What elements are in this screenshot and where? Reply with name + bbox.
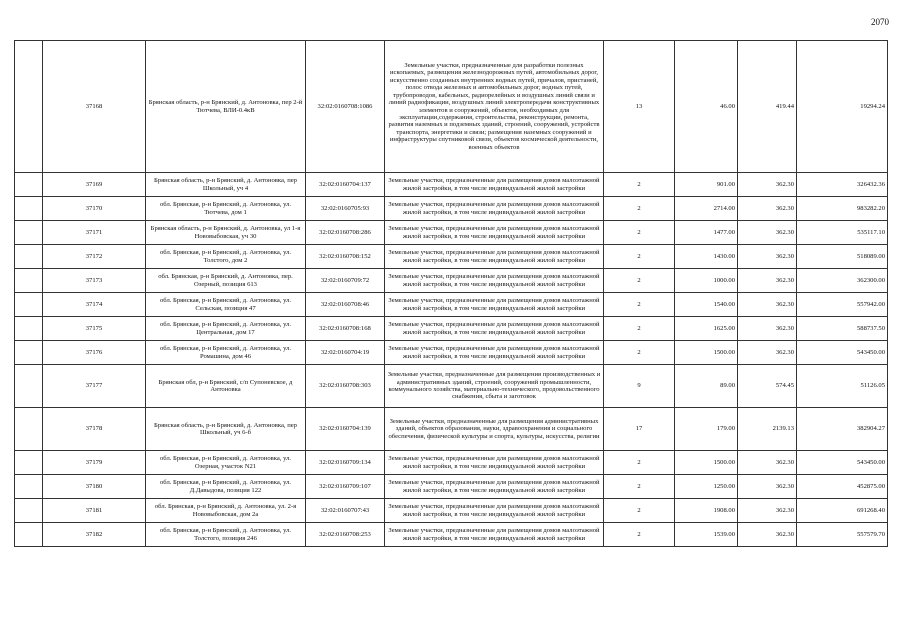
blank-cell [15,293,43,317]
area-cell: 179.00 [675,408,738,451]
blank-cell [15,341,43,365]
area-cell: 2714.00 [675,197,738,221]
specific-value-cell: 574.45 [738,365,797,408]
cadastral-value-cell: 19294.24 [797,41,888,173]
area-cell: 1500.00 [675,451,738,475]
land-use-cell: Земельные участки, предназначенные для размещения домов малоэтажной жилой застройки, в том числе индивидуальной жилой застройки [385,269,604,293]
cadastral-number-cell: 32:02:0160705:93 [306,197,385,221]
cadastral-value-cell: 51126.05 [797,365,888,408]
area-cell: 89.00 [675,365,738,408]
group-number-cell: 2 [604,197,675,221]
group-number-cell: 2 [604,269,675,293]
area-cell: 1908.00 [675,499,738,523]
group-number-cell: 2 [604,499,675,523]
cadastral-value-cell: 691268.40 [797,499,888,523]
group-number-cell: 2 [604,341,675,365]
address-cell: обл. Брянская, р-н Брянский, д. Антоновка, ул. 2-я Нововыбовская, дом 2а [146,499,306,523]
land-use-cell: Земельные участки, предназначенные для размещения домов малоэтажной жилой застройки, в том числе индивидуальной жилой застройки [385,197,604,221]
cadastral-number-cell: 32:02:0160708:253 [306,523,385,547]
row-id: 37181 [43,499,146,523]
group-number-cell: 2 [604,451,675,475]
cadastral-number-cell: 32:02:0160704:19 [306,341,385,365]
specific-value-cell: 362.30 [738,341,797,365]
cadastral-number-cell: 32:02:0160708:1086 [306,41,385,173]
specific-value-cell: 362.30 [738,173,797,197]
cadastral-value-table [14,40,888,547]
area-cell: 901.00 [675,173,738,197]
table-row [15,408,888,451]
land-use-cell: Земельные участки, предназначенные для размещения домов малоэтажной жилой застройки, в том числе индивидуальной жилой застройки [385,499,604,523]
row-id: 37182 [43,523,146,547]
group-number-cell: 2 [604,475,675,499]
cadastral-number-cell: 32:02:0160708:303 [306,365,385,408]
group-number-cell: 9 [604,365,675,408]
specific-value-cell: 362.30 [738,269,797,293]
address-cell: обл. Брянская, р-н Брянский, д. Антоновка, ул. Сельская, позиция 47 [146,293,306,317]
specific-value-cell: 362.30 [738,293,797,317]
cadastral-number-cell: 32:02:0160708:152 [306,245,385,269]
area-cell: 1000.00 [675,269,738,293]
address-cell: обл. Брянская, р-н Брянский, д. Антоновка, ул. Озерная, участок N21 [146,451,306,475]
table-row [15,499,888,523]
cadastral-value-cell: 557942.00 [797,293,888,317]
cadastral-number-cell: 32:02:0160704:137 [306,173,385,197]
land-use-cell: Земельные участки, предназначенные для размещения домов малоэтажной жилой застройки, в том числе индивидуальной жилой застройки [385,221,604,245]
cadastral-number-cell: 32:02:0160708:168 [306,317,385,341]
address-cell: Брянская обл, р-н Брянский, с/п Супоневское, д Антоновка [146,365,306,408]
blank-cell [15,317,43,341]
specific-value-cell: 362.30 [738,317,797,341]
row-id: 37172 [43,245,146,269]
blank-cell [15,499,43,523]
row-id: 37176 [43,341,146,365]
address-cell: обл. Брянская, р-н Брянский, д. Антоновка, ул. Толстого, дом 2 [146,245,306,269]
address-cell: Брянская область, р-н Брянский, д. Антоновка, ул 1-я Нововыбовская, уч 30 [146,221,306,245]
row-id: 37174 [43,293,146,317]
cadastral-value-cell: 535117.10 [797,221,888,245]
specific-value-cell: 419.44 [738,41,797,173]
blank-cell [15,365,43,408]
blank-cell [15,245,43,269]
page-number: 2070 [871,17,889,27]
area-cell: 1430.00 [675,245,738,269]
blank-cell [15,221,43,245]
cadastral-number-cell: 32:02:0160709:134 [306,451,385,475]
table-row [15,475,888,499]
cadastral-value-cell: 588737.50 [797,317,888,341]
land-use-cell: Земельные участки, предназначенные для разработки полезных ископаемых, размещения железнодорожных путей, автомобильных дорог, искусственно созданных внутренних водных путей, причалов, пристаней, полос отвода железных и автомобильных дорог, водных путей, трубопроводов, кабельных, радиорелейных и воздушных линий связи и линий радиофикации, воздушных линий электропередачи конструктивных элементов и сооружений, объектов, необходимых для эксплуатации,содержания, строительства, реконструкции, ремонта, развития наземных и подземных зданий, строений, сооружений, устройств транспорта, энергетики и связи; размещения наземных сооружений и инфраструктуры спутниковой связи, объектов космической деятельности, военных объектов [385,41,604,173]
address-cell: Брянская область, р-н Брянский, д. Антоновка, пер 2-й Тютчева, ВЛИ-0.4кВ [146,41,306,173]
specific-value-cell: 362.30 [738,197,797,221]
blank-cell [15,41,43,173]
cadastral-number-cell: 32:02:0160704:139 [306,408,385,451]
land-use-cell: Земельные участки, предназначенные для размещения производственных и административных зданий, строений, сооружений промышленности, коммунального хозяйства, материально-технического, продовольственного снабжения, сбыта и заготовок [385,365,604,408]
specific-value-cell: 362.30 [738,523,797,547]
area-cell: 1500.00 [675,341,738,365]
blank-cell [15,451,43,475]
land-use-cell: Земельные участки, предназначенные для размещения домов малоэтажной жилой застройки, в том числе индивидуальной жилой застройки [385,293,604,317]
cadastral-value-cell: 326432.36 [797,173,888,197]
land-use-cell: Земельные участки, предназначенные для размещения административных зданий, объектов образования, науки, здравоохранения и социального обеспечения, физической культуры и спорта, культуры, искусства, религии [385,408,604,451]
table-row [15,293,888,317]
group-number-cell: 2 [604,523,675,547]
blank-cell [15,475,43,499]
blank-cell [15,269,43,293]
row-id: 37180 [43,475,146,499]
table-row [15,523,888,547]
cadastral-number-cell: 32:02:0160707:43 [306,499,385,523]
area-cell: 1539.00 [675,523,738,547]
specific-value-cell: 362.30 [738,221,797,245]
address-cell: Брянская область, р-н Брянский, д. Антоновка, пер Школьный, уч 4 [146,173,306,197]
cadastral-value-cell: 983282.20 [797,197,888,221]
row-id: 37178 [43,408,146,451]
table-row [15,317,888,341]
address-cell: Брянская область, р-н Брянский, д. Антоновка, пер Школьный, уч 6-б [146,408,306,451]
table-row [15,245,888,269]
table-row [15,41,888,173]
group-number-cell: 2 [604,317,675,341]
blank-cell [15,523,43,547]
cadastral-value-cell: 518089.00 [797,245,888,269]
specific-value-cell: 362.30 [738,475,797,499]
group-number-cell: 17 [604,408,675,451]
address-cell: обл. Брянская, р-н Брянский, д. Антоновка, ул. Толстого, позиция 246 [146,523,306,547]
cadastral-number-cell: 32:02:0160709:72 [306,269,385,293]
land-use-cell: Земельные участки, предназначенные для размещения домов малоэтажной жилой застройки, в том числе индивидуальной жилой застройки [385,475,604,499]
cadastral-value-cell: 543450.00 [797,341,888,365]
row-id: 37170 [43,197,146,221]
group-number-cell: 13 [604,41,675,173]
row-id: 37171 [43,221,146,245]
blank-cell [15,197,43,221]
address-cell: обл. Брянская, р-н Брянский, д. Антоновка, ул. Центральная, дом 17 [146,317,306,341]
area-cell: 1477.00 [675,221,738,245]
table-row [15,269,888,293]
table-row [15,197,888,221]
cadastral-value-cell: 362300.00 [797,269,888,293]
row-id: 37179 [43,451,146,475]
table-row [15,451,888,475]
cadastral-value-cell: 382904.27 [797,408,888,451]
table-row [15,341,888,365]
area-cell: 1625.00 [675,317,738,341]
land-use-cell: Земельные участки, предназначенные для размещения домов малоэтажной жилой застройки, в том числе индивидуальной жилой застройки [385,341,604,365]
land-use-cell: Земельные участки, предназначенные для размещения домов малоэтажной жилой застройки, в том числе индивидуальной жилой застройки [385,173,604,197]
row-id: 37169 [43,173,146,197]
cadastral-value-cell: 557579.70 [797,523,888,547]
row-id: 37168 [43,41,146,173]
row-id: 37175 [43,317,146,341]
cadastral-number-cell: 32:02:0160709:107 [306,475,385,499]
address-cell: обл. Брянская, р-н Брянский, д. Антоновка, ул. Тютчева, дом 1 [146,197,306,221]
area-cell: 1250.00 [675,475,738,499]
blank-cell [15,408,43,451]
area-cell: 46.00 [675,41,738,173]
table-row [15,365,888,408]
specific-value-cell: 2139.13 [738,408,797,451]
land-use-cell: Земельные участки, предназначенные для размещения домов малоэтажной жилой застройки, в том числе индивидуальной жилой застройки [385,451,604,475]
group-number-cell: 2 [604,173,675,197]
row-id: 37177 [43,365,146,408]
group-number-cell: 2 [604,293,675,317]
land-use-cell: Земельные участки, предназначенные для размещения домов малоэтажной жилой застройки, в том числе индивидуальной жилой застройки [385,317,604,341]
cadastral-value-cell: 452875.00 [797,475,888,499]
specific-value-cell: 362.30 [738,245,797,269]
row-id: 37173 [43,269,146,293]
address-cell: обл. Брянская, р-н Брянский, д. Антоновка, пер. Озерный, позиция 613 [146,269,306,293]
blank-cell [15,173,43,197]
area-cell: 1540.00 [675,293,738,317]
address-cell: обл. Брянская, р-н Брянский, д. Антоновка, ул. Д.Давыдова, позиция 122 [146,475,306,499]
cadastral-number-cell: 32:02:0160708:46 [306,293,385,317]
group-number-cell: 2 [604,221,675,245]
cadastral-value-cell: 543450.00 [797,451,888,475]
cadastral-number-cell: 32:02:0160708:286 [306,221,385,245]
land-use-cell: Земельные участки, предназначенные для размещения домов малоэтажной жилой застройки, в том числе индивидуальной жилой застройки [385,245,604,269]
group-number-cell: 2 [604,245,675,269]
table-row [15,221,888,245]
specific-value-cell: 362.30 [738,499,797,523]
land-use-cell: Земельные участки, предназначенные для размещения домов малоэтажной жилой застройки, в том числе индивидуальной жилой застройки [385,523,604,547]
address-cell: обл. Брянская, р-н Брянский, д. Антоновка, ул. Ромашина, дом 46 [146,341,306,365]
specific-value-cell: 362.30 [738,451,797,475]
table-row [15,173,888,197]
